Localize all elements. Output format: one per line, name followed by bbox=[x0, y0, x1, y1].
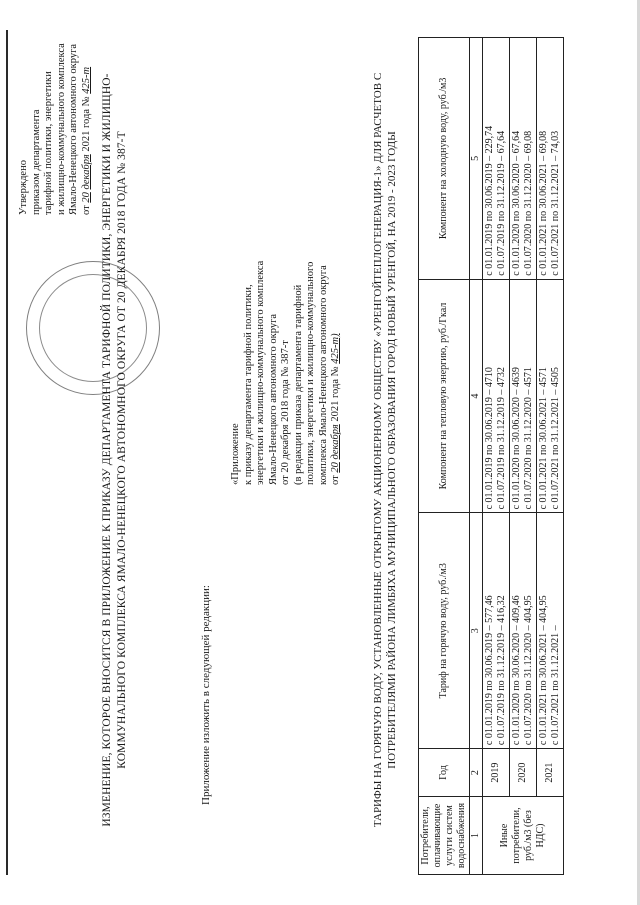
appendix-date-line bbox=[330, 180, 343, 485]
tariff-cell bbox=[483, 513, 510, 749]
cold-value: с 01.07.2019 по 31.12.2019 – 67,64 bbox=[496, 130, 507, 276]
approval-date-line bbox=[81, 0, 94, 215]
heat-value: с 01.01.2021 по 30.06.2021 – 4571 bbox=[538, 367, 549, 510]
appendix-line: политики, энергетики и жилищно-коммунального bbox=[305, 261, 316, 485]
tariff-value: с 01.01.2020 по 30.06.2020 – 409,46 bbox=[511, 595, 522, 746]
appendix-line: Ямало-Ненецкого автономного округа bbox=[267, 313, 279, 485]
tariff-title: ТАРИФЫ НА ГОРЯЧУЮ ВОДУ, УСТАНОВЛЕННЫЕ ОТКРЫТОМУ АКЦИОНЕРНОМУ ОБЩЕСТВУ «УРЕНГОЙТЕПЛОГЕНЕРАЦИЯ-1» ДЛЯ РАСЧЕТОВ С ПОТРЕБИТЕЛЯМИ РАЙОНА ЛИМБЯХА МУНИЦИПАЛЬНОГО ОБРАЗОВАНИЯ ГОРОД НОВЫЙ УРЕНГОЙ, НА 2019 - 2023 ГОДЫ bbox=[372, 72, 398, 828]
tariff-table bbox=[418, 37, 564, 875]
appendix-line: комплекса Ямало-Ненецкого автономного округа bbox=[317, 265, 329, 485]
tariff-value: с 01.07.2019 по 31.12.2019 – 416,32 bbox=[496, 595, 507, 746]
column-number: 4 bbox=[470, 279, 483, 513]
tariff-value: с 01.01.2021 по 30.06.2021 – 404,95 bbox=[538, 595, 549, 746]
appendix-line: к приказу департамента тарифной политики, bbox=[242, 284, 254, 485]
tariff-cell bbox=[537, 513, 564, 749]
heat-value: с 01.07.2020 по 31.12.2020 – 4571 bbox=[523, 367, 534, 510]
appendix-day: 20 bbox=[330, 462, 341, 473]
approval-line: приказом департамента bbox=[30, 109, 42, 215]
cold-value: с 01.01.2019 по 30.06.2019 – 229,74 bbox=[484, 125, 495, 276]
column-number: 1 bbox=[470, 797, 483, 875]
cold-cell bbox=[510, 38, 537, 280]
year-cell: 2021 bbox=[537, 749, 564, 797]
header-heat: Компонент на тепловую энергию, руб./Гкал bbox=[419, 279, 470, 513]
header-tariff: Тариф на горячую воду, руб./м3 bbox=[419, 513, 470, 749]
header-cold: Компонент на холодную воду, руб./м3 bbox=[419, 38, 470, 280]
appendix-number: 425-т) bbox=[330, 333, 341, 364]
heat-cell bbox=[510, 279, 537, 513]
heat-value: с 01.07.2021 по 31.12.2021 – 4505 bbox=[550, 367, 561, 510]
column-number: 5 bbox=[470, 38, 483, 280]
document-title: ИЗМЕНЕНИЕ, КОТОРОЕ ВНОСИТСЯ В ПРИЛОЖЕНИЕ К ПРИКАЗУ ДЕПАРТАМЕНТА ТАРИФНОЙ ПОЛИТИКИ, ЭНЕРГЕТИКИ И ЖИЛИЩНО-КОММУНАЛЬНОГО КОМПЛЕКСА ЯМАЛО-НЕНЕЦКОГО АВТОНОМНОГО ОКРУГА ОТ 20 ДЕКАБРЯ 2018 ГОДА № 387-Т bbox=[101, 73, 128, 827]
column-number: 3 bbox=[470, 513, 483, 749]
approval-day: 20 bbox=[80, 192, 92, 203]
table-row bbox=[537, 38, 564, 875]
seal-stamp bbox=[26, 261, 160, 395]
table-row bbox=[510, 38, 537, 875]
consumer-cell: Иные потребители, руб./м3 (без НДС) bbox=[483, 797, 564, 875]
cold-cell bbox=[483, 38, 510, 280]
appendix-date-prefix: от bbox=[330, 475, 341, 485]
approval-block bbox=[18, 0, 93, 215]
appendix-month: декабря bbox=[330, 424, 341, 460]
appendix-line: «Приложение bbox=[230, 423, 241, 485]
approval-date-prefix: от bbox=[80, 205, 92, 215]
column-number-row bbox=[470, 38, 483, 875]
approval-year: 2021 года № bbox=[80, 96, 92, 152]
cold-value: с 01.07.2021 по 31.12.2021 – 74,03 bbox=[550, 130, 561, 276]
approval-line: Ямало-Ненецкого автономного округа bbox=[68, 43, 79, 215]
heat-value: с 01.01.2020 по 30.06.2020 – 4639 bbox=[511, 367, 522, 510]
heat-value: с 01.01.2019 по 30.06.2019 – 4710 bbox=[484, 367, 495, 510]
appendix-block bbox=[230, 180, 343, 485]
column-number: 2 bbox=[470, 749, 483, 797]
year-cell: 2019 bbox=[483, 749, 510, 797]
tariff-value: с 01.01.2019 по 30.06.2019 – 577,46 bbox=[484, 595, 495, 746]
header-consumers: Потребители, оплачивающие услуги систем водоснабжения bbox=[419, 797, 470, 875]
intro-text: Приложение изложить в следующей редакции: bbox=[200, 585, 212, 805]
header-year: Год bbox=[419, 749, 470, 797]
year-cell: 2020 bbox=[510, 749, 537, 797]
appendix-year: 2021 года № bbox=[330, 366, 341, 422]
tariff-cell bbox=[510, 513, 537, 749]
approval-line: тарифной политики, энергетики bbox=[43, 71, 54, 215]
approval-line: Утверждено bbox=[18, 160, 29, 215]
heat-value: с 01.07.2019 по 31.12.2019 – 4732 bbox=[496, 367, 507, 510]
cold-value: с 01.01.2021 по 30.06.2021 – 69,08 bbox=[538, 130, 549, 276]
heat-cell bbox=[537, 279, 564, 513]
table-row bbox=[483, 38, 510, 875]
cold-value: с 01.07.2020 по 31.12.2020 – 69,08 bbox=[523, 130, 534, 276]
appendix-line: (в редакции приказа департамента тарифной bbox=[292, 284, 304, 485]
cold-value: с 01.01.2020 по 30.06.2020 – 67,64 bbox=[511, 130, 522, 276]
approval-month: декабря bbox=[80, 154, 92, 190]
appendix-line: энергетики и жилищно-коммунального комплекса bbox=[255, 260, 266, 485]
cold-cell bbox=[537, 38, 564, 280]
tariff-value: с 01.07.2021 по 31.12.2021 – bbox=[550, 625, 561, 746]
tariff-value: с 01.07.2020 по 31.12.2020 – 404,95 bbox=[523, 595, 534, 746]
approval-number: 425-т bbox=[80, 66, 92, 94]
approval-line: и жилищно-коммунального комплекса bbox=[55, 43, 67, 215]
table-header-row bbox=[419, 38, 470, 875]
appendix-line: от 20 декабря 2018 года № 387-т bbox=[280, 340, 291, 485]
heat-cell bbox=[483, 279, 510, 513]
